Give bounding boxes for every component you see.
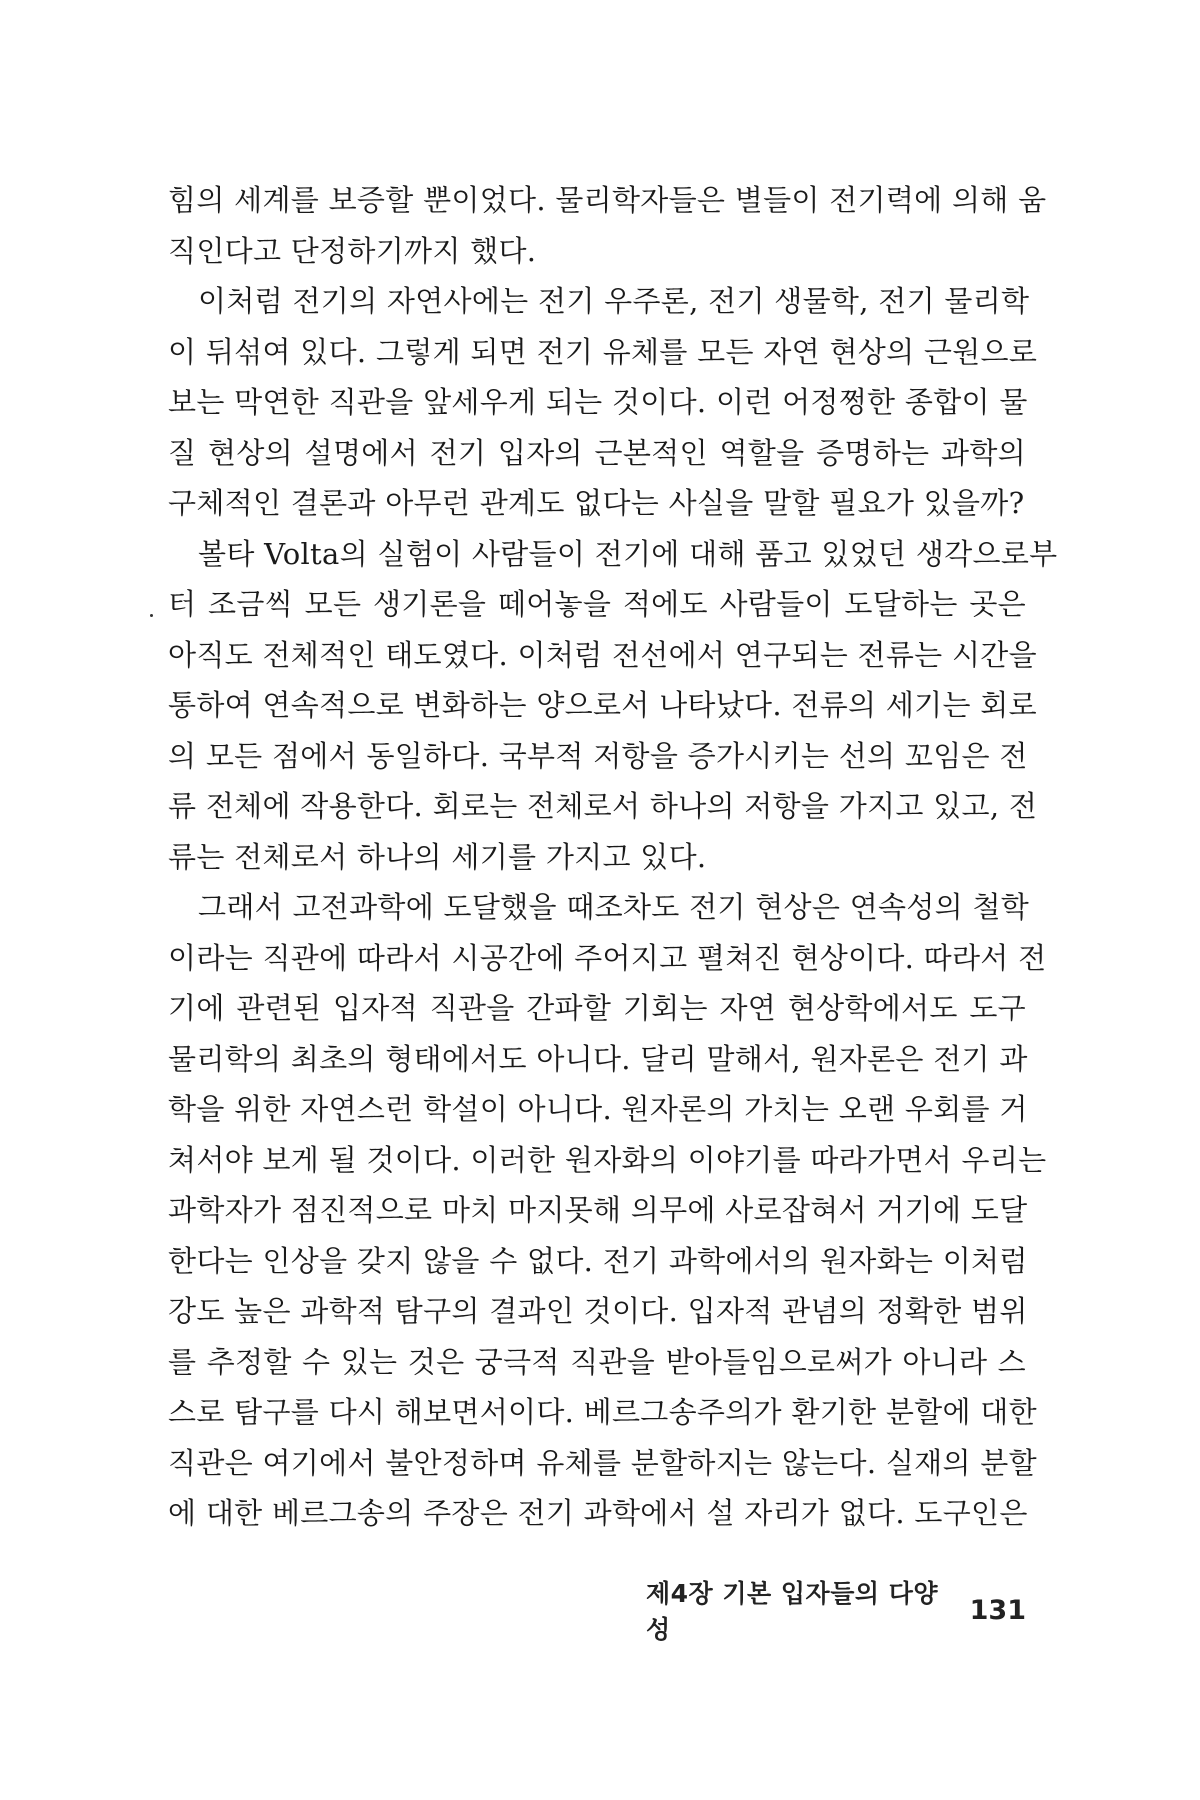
paragraph xyxy=(168,529,1058,883)
text-line: 기에 관련된 입자적 직관을 간파할 기회는 자연 현상학에서도 도구 xyxy=(168,991,1026,1025)
text-line: 학을 위한 자연스런 학설이 아니다. 원자론의 가치는 오랜 우회를 거 xyxy=(168,1092,1028,1126)
paragraph xyxy=(168,276,1038,529)
text-line: 강도 높은 과학적 탐구의 결과인 것이다. 입자적 관념의 정확한 범위 xyxy=(168,1294,1028,1328)
text-line: 이처럼 전기의 자연사에는 전기 우주론, 전기 생물학, 전기 물리학 xyxy=(198,284,1030,318)
text-line: 류 전체에 작용한다. 회로는 전체로서 하나의 저항을 가지고 있고, 전 xyxy=(168,789,1038,823)
text-line: 볼타 Volta의 실험이 사람들이 전기에 대해 품고 있었던 생각으로부 xyxy=(198,536,1058,571)
text-line: 물리학의 최초의 형태에서도 아니다. 달리 말해서, 원자론은 전기 과 xyxy=(168,1041,1028,1076)
text-line: 직관은 여기에서 불안정하며 유체를 분할하지는 않는다. 실재의 분할 xyxy=(168,1445,1037,1480)
text-line: 에 대한 베르그송의 주장은 전기 과학에서 설 자리가 없다. 도구인은 xyxy=(168,1496,1028,1530)
paragraph xyxy=(168,175,1047,276)
page-number: 131 xyxy=(969,1594,1026,1626)
paragraph xyxy=(168,882,1047,1539)
text-line: 구체적인 결론과 아무런 관계도 없다는 사실을 말할 필요가 있을까? xyxy=(168,486,1025,520)
text-line: 질 현상의 설명에서 전기 입자의 근본적인 역할을 증명하는 과학의 xyxy=(168,435,1026,470)
text-line: 통하여 연속적으로 변화하는 양으로서 나타났다. 전류의 세기는 회로 xyxy=(168,688,1037,722)
text-line: 직인다고 단정하기까지 했다. xyxy=(168,233,537,268)
text-line: 이 뒤섞여 있다. 그렇게 되면 전기 유체를 모든 자연 현상의 근원으로 xyxy=(168,334,1038,369)
text-line: 스로 탐구를 다시 해보면서이다. 베르그송주의가 환기한 분할에 대한 xyxy=(168,1395,1037,1429)
running-footer xyxy=(646,1579,1026,1644)
text-line: 류는 전체로서 하나의 세기를 가지고 있다. xyxy=(168,839,707,874)
text-line: 의 모든 점에서 동일하다. 국부적 저항을 증가시키는 선의 꼬임은 전 xyxy=(168,738,1028,773)
text-line: 그래서 고전과학에 도달했을 때조차도 전기 현상은 연속성의 철학 xyxy=(198,890,1030,924)
page-body xyxy=(168,175,1058,1539)
text-line: 이라는 직관에 따라서 시공간에 주어지고 펼쳐진 현상이다. 따라서 전 xyxy=(168,940,1047,975)
text-line: 한다는 인상을 갖지 않을 수 없다. 전기 과학에서의 원자화는 이처럼 xyxy=(168,1243,1028,1278)
text-line: 아직도 전체적인 태도였다. 이처럼 전선에서 연구되는 전류는 시간을 xyxy=(168,637,1037,672)
text-line: 를 추정할 수 있는 것은 궁극적 직관을 받아들임으로써가 아니라 스 xyxy=(168,1344,1026,1379)
stray-ink-dot xyxy=(150,614,153,617)
text-line: 과학자가 점진적으로 마치 마지못해 의무에 사로잡혀서 거기에 도달 xyxy=(168,1193,1028,1227)
text-line: 보는 막연한 직관을 앞세우게 되는 것이다. 이런 어정쩡한 종합이 물 xyxy=(168,385,1028,419)
chapter-title: 제4장 기본 입자들의 다양성 xyxy=(646,1579,939,1644)
text-line: 힘의 세계를 보증할 뿐이었다. 물리학자들은 별들이 전기력에 의해 움 xyxy=(168,183,1047,217)
text-line: 쳐서야 보게 될 것이다. 이러한 원자화의 이야기를 따라가면서 우리는 xyxy=(168,1142,1047,1177)
text-line: 터 조금씩 모든 생기론을 떼어놓을 적에도 사람들이 도달하는 곳은 xyxy=(168,587,1026,621)
